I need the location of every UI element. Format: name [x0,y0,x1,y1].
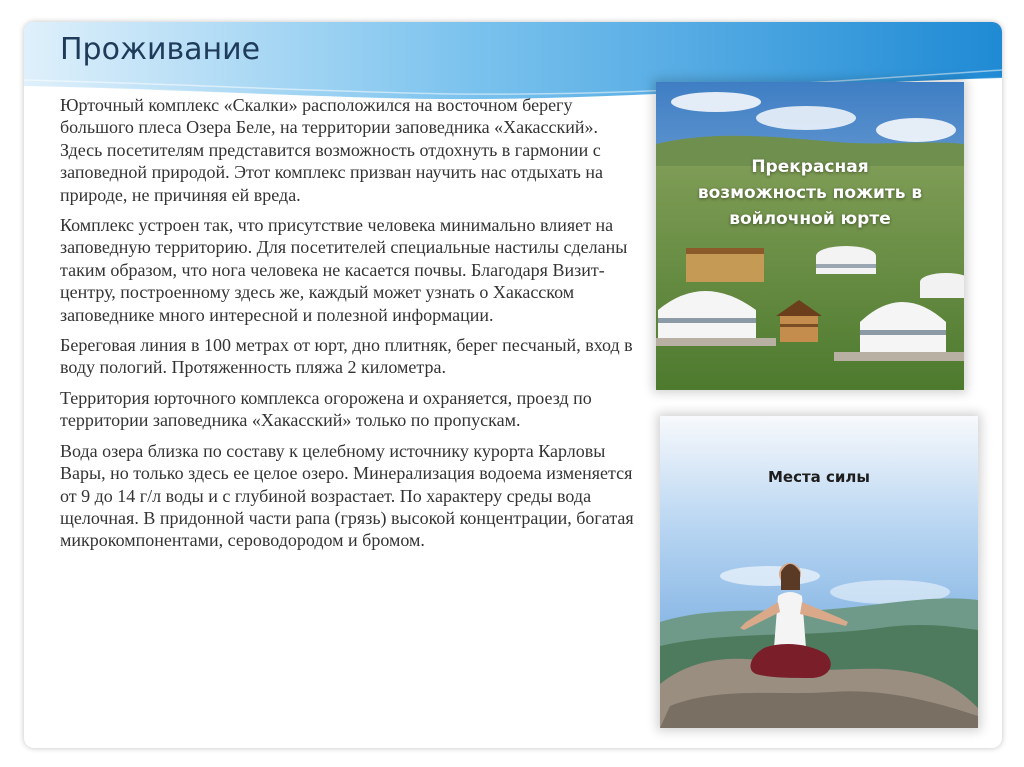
paragraph-yurt-complex: Юрточный комплекс «Скалки» расположился на восточном берегу большого плеса Озера Беле, на территории заповедника «Хакасский». Здесь посетителям представится возможность отдохнуть в гармонии с заповедной природой. Этот комплекс призван научить нас отдыхать на природе, не причиняя ей вреда. [60,95,603,205]
paragraph-shoreline: Береговая линия в 100 метрах от юрт, дно плитняк, берег песчаный, вход в воду пологий. Протяженность пляжа 2 километра. [60,335,633,378]
paragraph-complex-design: Комплекс устроен так, что присутствие человека минимально влияет на заповедную территорию. Для посетителей специальные настилы сделаны таким образом, что нога человека не касается почвы. Благодаря Визит-центру, построенному здесь же, каждый может узнать о Хакасском заповеднике много интересной и полезной информации. [60,215,628,325]
places-of-power-photo [660,416,978,728]
yurt-photo [656,82,964,390]
slide [24,22,1002,748]
yurt-photo-caption [656,154,964,232]
yurt-caption-line-3: войлочной юрте [729,209,891,229]
paragraph-territory: Территория юрточного комплекса огорожена и охраняется, проезд по территории заповедника «Хакасский» только по пропускам. [60,387,592,431]
body-text [60,94,642,560]
paragraph-lake-water: Вода озера близка по составу к целебному источнику курорта Карловы Вары, но только здесь ее целое озеро. Минерализация водоема изменяется от 9 до 14 г/л воды и с глубиной возрастает. По характеру среды вода щелочная. В придонной части рапа (грязь) высокой концентрации, богатая микрокомпонентами, сероводородом и бромом. [60,440,634,551]
slide-title: Проживание [60,32,261,67]
yurt-caption-line-2: возможность пожить в [697,183,923,203]
yurt-caption-line-1: Прекрасная [751,157,869,177]
places-of-power-caption: Места силы [768,468,870,486]
